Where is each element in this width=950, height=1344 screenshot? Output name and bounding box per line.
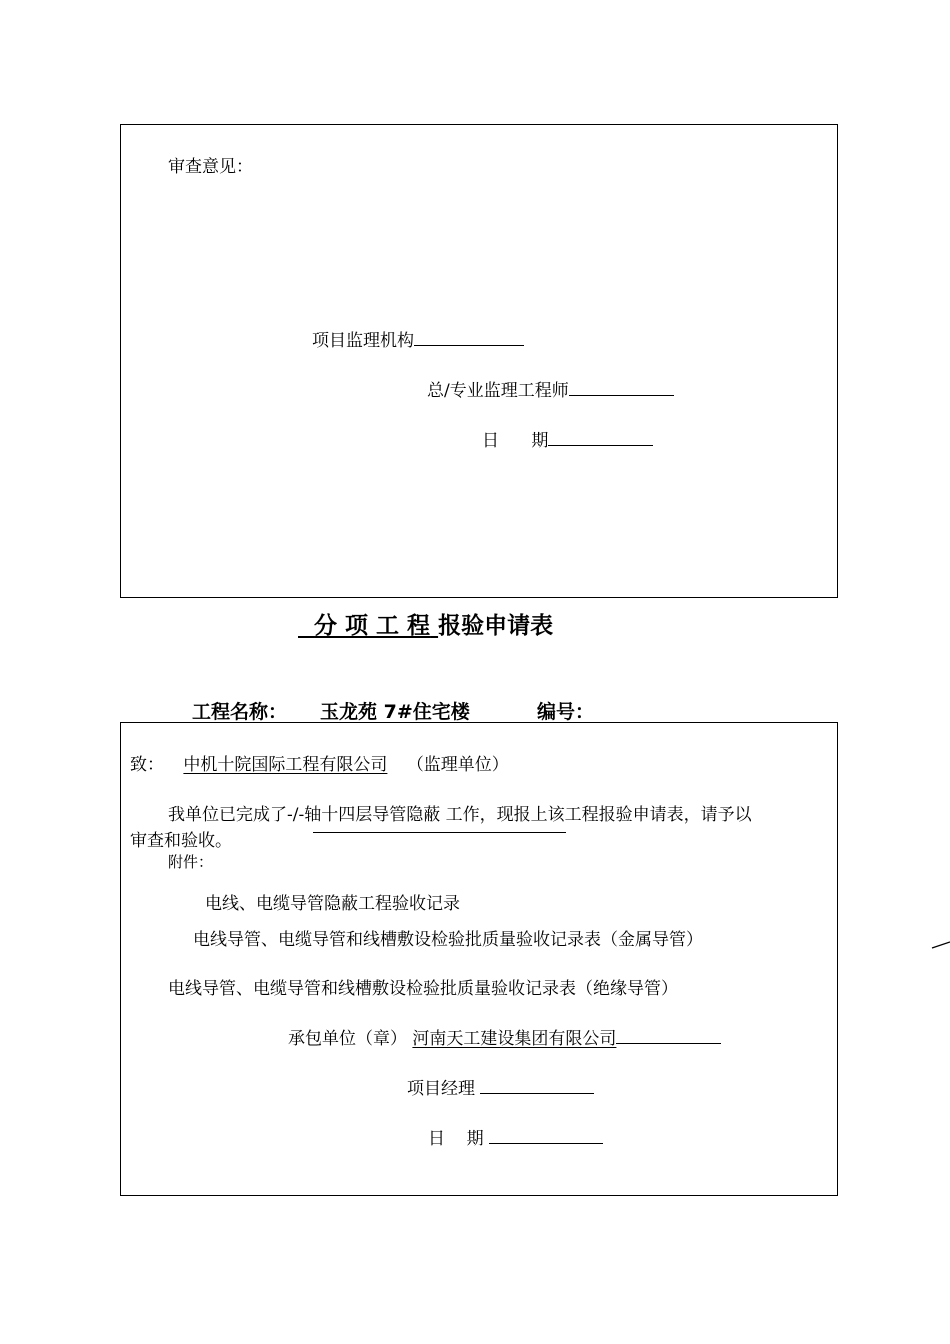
manager-blank[interactable]	[480, 1074, 594, 1094]
contractor-blank[interactable]	[616, 1024, 721, 1044]
engineer-label: 总/专业监理工程师	[427, 381, 569, 401]
engineer-row	[427, 376, 674, 401]
form-title-rest: 报验申请表	[438, 613, 554, 639]
application-date-blank[interactable]	[489, 1124, 603, 1144]
supervision-org-label: 项目监理机构	[312, 331, 414, 351]
review-date-blank[interactable]	[548, 426, 653, 446]
contractor-value: 河南天工建设集团有限公司	[412, 1029, 617, 1049]
review-date-row	[482, 426, 653, 451]
project-number-label: 编号：	[537, 701, 595, 723]
form-title	[298, 607, 553, 640]
review-date-label: 日 期	[482, 431, 549, 451]
manager-label: 项目经理	[407, 1079, 475, 1099]
supervision-org-blank[interactable]	[414, 326, 524, 346]
body-line-1: 我单位已完成了-/-轴十四层导管隐蔽 工作，现报上该工程报验申请表，请予以	[168, 805, 752, 825]
manager-row	[407, 1074, 594, 1099]
to-company: 中机十院国际工程有限公司	[183, 755, 388, 775]
engineer-blank[interactable]	[569, 376, 674, 396]
application-date-row	[428, 1124, 603, 1149]
supervision-org-row	[312, 326, 524, 351]
project-name-value: 玉龙苑 7#住宅楼	[320, 701, 470, 723]
to-row	[130, 750, 509, 775]
review-label: 审查意见：	[168, 157, 253, 177]
form-title-subitem: 分 项 工 程	[314, 613, 431, 639]
body-line-2: 审查和验收。	[130, 831, 232, 851]
attachment-item-1: 电线、电缆导管隐蔽工程验收记录	[205, 894, 460, 914]
attachment-label: 附件：	[168, 853, 214, 871]
attachment-item-2: 电线导管、电缆导管和线槽敷设检验批质量验收记录表（金属导管）	[193, 930, 703, 950]
project-name-label: 工程名称：	[192, 701, 288, 723]
review-box	[120, 124, 838, 598]
contractor-row	[288, 1024, 721, 1049]
stray-mark	[930, 935, 950, 951]
application-date-label: 日 期	[428, 1129, 484, 1149]
attachment-item-3: 电线导管、电缆导管和线槽敷设检验批质量验收记录表（绝缘导管）	[168, 979, 678, 999]
contractor-label: 承包单位（章）	[288, 1029, 407, 1049]
body-work-underline	[313, 832, 566, 833]
to-label: 致：	[130, 755, 164, 775]
to-role: （监理单位）	[406, 755, 509, 775]
